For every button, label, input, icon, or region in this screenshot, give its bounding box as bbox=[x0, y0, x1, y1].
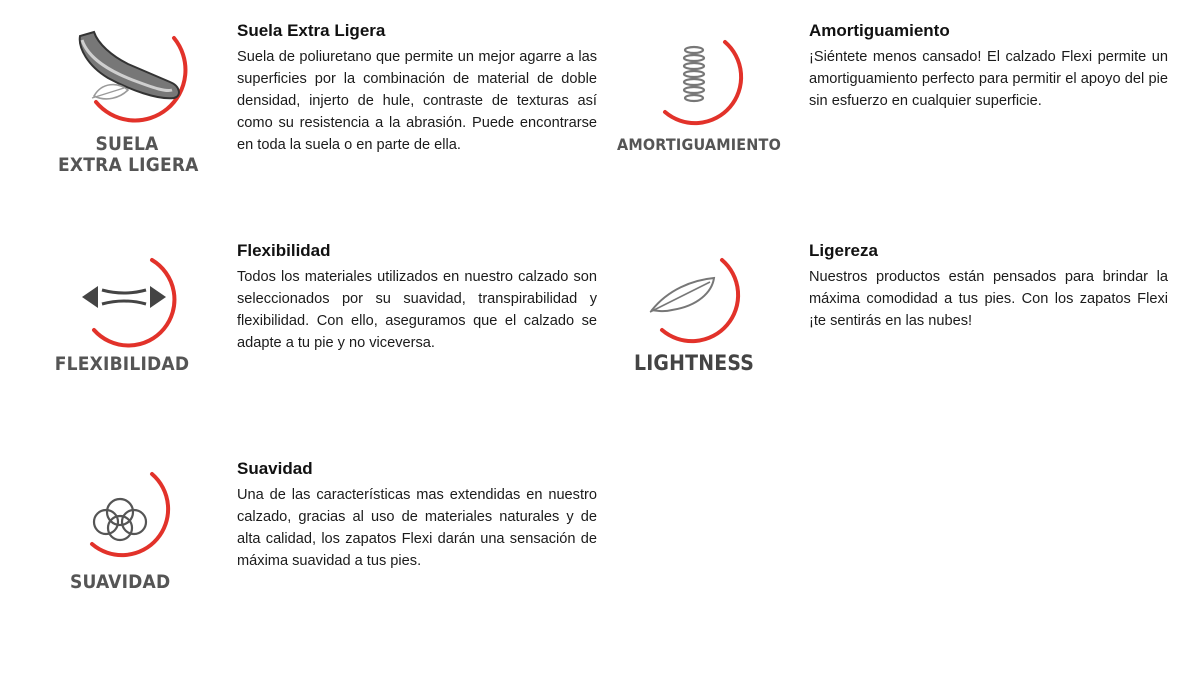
feature-icon-badge bbox=[617, 30, 782, 170]
icon-caption: FLEXIBILIDAD bbox=[54, 353, 190, 375]
shoe-sole-icon bbox=[58, 18, 208, 136]
feature-description: Todos los materiales utilizados en nuestro calzado son seleccionados por su suavidad, transpirabilidad y flexibilidad. Con ello, aseguramos que el calzado se adapte a tu pie y no viceversa. bbox=[237, 269, 597, 351]
icon-caption: AMORTIGUAMIENTO bbox=[617, 135, 782, 154]
feature-title: Amortiguamiento bbox=[809, 21, 950, 40]
icon-caption: LIGHTNESS bbox=[633, 351, 755, 375]
feature-description: ¡Siéntete menos cansado! El calzado Flexi permite un amortiguamiento perfecto para permitir el apoyo del pie sin esfuerzo en cualquier superficie. bbox=[809, 49, 1168, 109]
feature-icon-badge bbox=[52, 248, 202, 388]
feature-description: Nuestros productos están pensados para brindar la máxima comodidad a tus pies. Con los zapatos Flexi ¡te sentirás en las nubes! bbox=[809, 269, 1168, 329]
feature-title: Flexibilidad bbox=[237, 241, 331, 260]
feature-icon-badge bbox=[58, 18, 208, 188]
spring-icon bbox=[617, 30, 777, 130]
feature-description: Una de las características mas extendidas en nuestro calzado, gracias al uso de materiales naturales y de alta calidad, los zapatos Flexi darán una sensación de máxima suavidad a tus pies. bbox=[237, 487, 597, 569]
icon-caption: SUELA EXTRA LIGERA bbox=[58, 133, 199, 176]
flex-arrows-icon bbox=[52, 248, 202, 348]
feature-title: Ligereza bbox=[809, 241, 878, 260]
cotton-icon bbox=[70, 466, 210, 566]
feature-title: Suavidad bbox=[237, 459, 313, 478]
feature-description: Suela de poliuretano que permite un mejor agarre a las superficies por la combinación de material de doble densidad, injerto de hule, contraste de texturas así como su resistencia a la abrasión. Puede encontrarse en toda la suela o en parte de ella. bbox=[237, 49, 597, 153]
feature-icon-badge bbox=[628, 250, 768, 385]
icon-caption: SUAVIDAD bbox=[70, 571, 171, 593]
feather-icon bbox=[628, 250, 768, 350]
feature-icon-badge bbox=[70, 466, 210, 606]
feature-title: Suela Extra Ligera bbox=[237, 21, 386, 40]
